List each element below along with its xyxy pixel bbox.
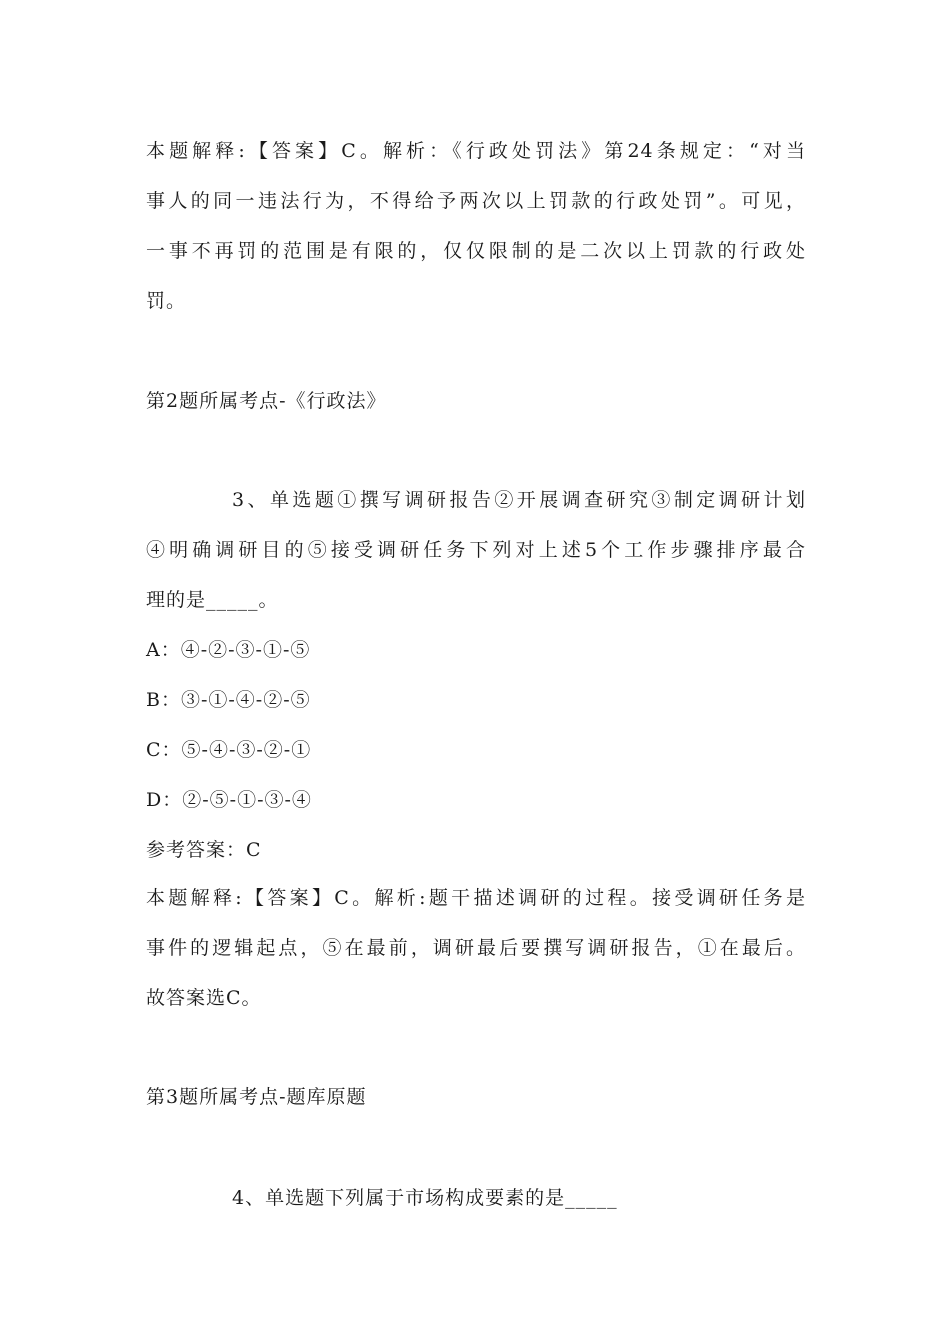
q2-explanation-line-2: 事人的同一违法行为，不得给予两次以上罚款的行政处罚”。可见， [146,190,806,212]
q3-option-d: D：②-⑤-①-③-④ [146,789,312,811]
q2-explanation-line-3: 一事不再罚的范围是有限的，仅仅限制的是二次以上罚款的行政处 [146,240,806,262]
q4-stem-line-1: 4、单选题下列属于市场构成要素的是_____ [232,1187,618,1209]
q2-topic: 第2题所属考点-《行政法》 [146,390,387,412]
q2-explanation-line-1: 本题解释:【答案】C。解析：《行政处罚法》第24条规定：“对当 [146,140,806,162]
q3-explanation-line-3: 故答案选C。 [146,987,262,1009]
q2-explanation-line-4: 罚。 [146,290,187,312]
q3-option-b: B：③-①-④-②-⑤ [146,689,311,711]
q3-answer: 参考答案：C [146,839,262,861]
q3-topic: 第3题所属考点-题库原题 [146,1086,367,1108]
q3-stem-line-3: 理的是_____。 [146,589,279,611]
q3-option-c: C：⑤-④-③-②-① [146,739,312,761]
q3-option-a: A：④-②-③-①-⑤ [146,639,311,661]
q3-stem-line-1: 3、单选题①撰写调研报告②开展调查研究③制定调研计划 [232,489,806,511]
q3-explanation-line-2: 事件的逻辑起点，⑤在最前，调研最后要撰写调研报告，①在最后。 [146,937,806,959]
q3-stem-line-2: ④明确调研目的⑤接受调研任务下列对上述5个工作步骤排序最合 [146,539,806,561]
q3-explanation-line-1: 本题解释:【答案】C。解析:题干描述调研的过程。接受调研任务是 [146,887,806,909]
